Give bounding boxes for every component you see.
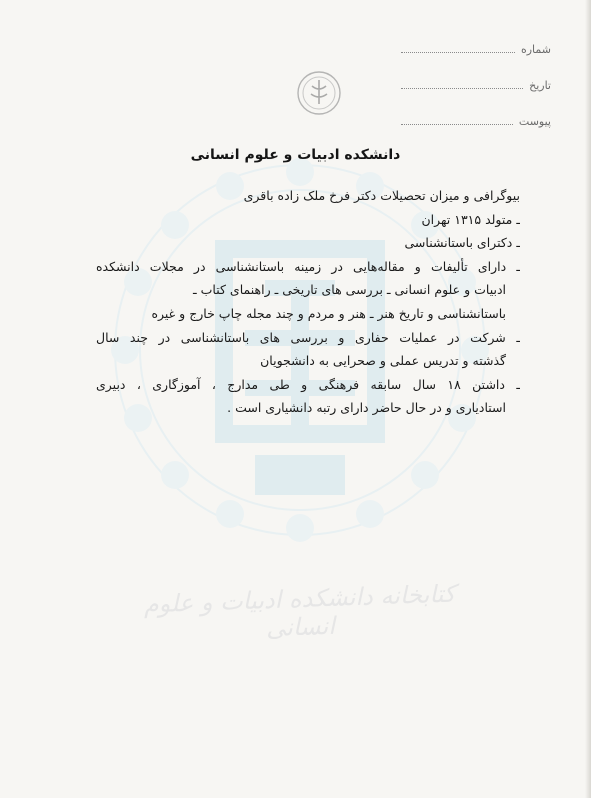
body-line: ـ متولد ۱۳۱۵ تهران xyxy=(421,211,520,227)
reference-attachment-line xyxy=(401,114,513,125)
body-line: باستانشناسی و تاریخ هنر ـ هنر و مردم و چند مجله چاپ خارج و غیره xyxy=(151,305,506,321)
reference-date-line xyxy=(401,78,523,89)
reference-date-label: تاریخ xyxy=(529,79,551,92)
university-emblem xyxy=(296,70,342,116)
reference-date-field xyxy=(401,78,551,100)
body-line: بیوگرافی و میزان تحصیلات دکتر فرخ ملک زاده باقری xyxy=(243,188,520,203)
body-line: استادیاری و در حال حاضر دارای رتبه دانشیاری است . xyxy=(227,400,506,416)
body-line: ـ دارای تألیفات و مقاله‌هایی در زمینه باستانشناسی در مجلات دانشکده xyxy=(96,258,520,274)
document-body xyxy=(96,184,520,420)
reference-attachment-label: پیوست xyxy=(518,115,551,128)
letter-reference-fields xyxy=(401,42,551,150)
watermark-caption: کتابخانه دانشکده ادبیات و علوم انسانی xyxy=(143,579,456,643)
body-line: گذشته و تدریس عملی و صحرایی به دانشجویان xyxy=(260,353,506,369)
body-line: ـ داشتن ۱۸ سال سابقه فرهنگی و طی مدارج ، آموزگاری ، دبیری xyxy=(96,376,520,392)
body-line: ادبیات و علوم انسانی ـ بررسی های تاریخی ـ راهنمای کتاب ـ xyxy=(193,282,506,298)
reference-attachment-field xyxy=(401,114,551,136)
page-edge-shadow xyxy=(585,0,591,798)
document-heading: دانشکده ادبیات و علوم انسانی xyxy=(190,147,401,163)
reference-number-label: شماره xyxy=(520,43,551,56)
body-line: ـ دکترای باستانشناسی xyxy=(404,235,520,251)
reference-number-line xyxy=(401,42,515,53)
reference-number-field xyxy=(401,42,551,64)
body-line: ـ شرکت در عملیات حفاری و بررسی های باستانشناسی در چند سال xyxy=(96,329,520,345)
